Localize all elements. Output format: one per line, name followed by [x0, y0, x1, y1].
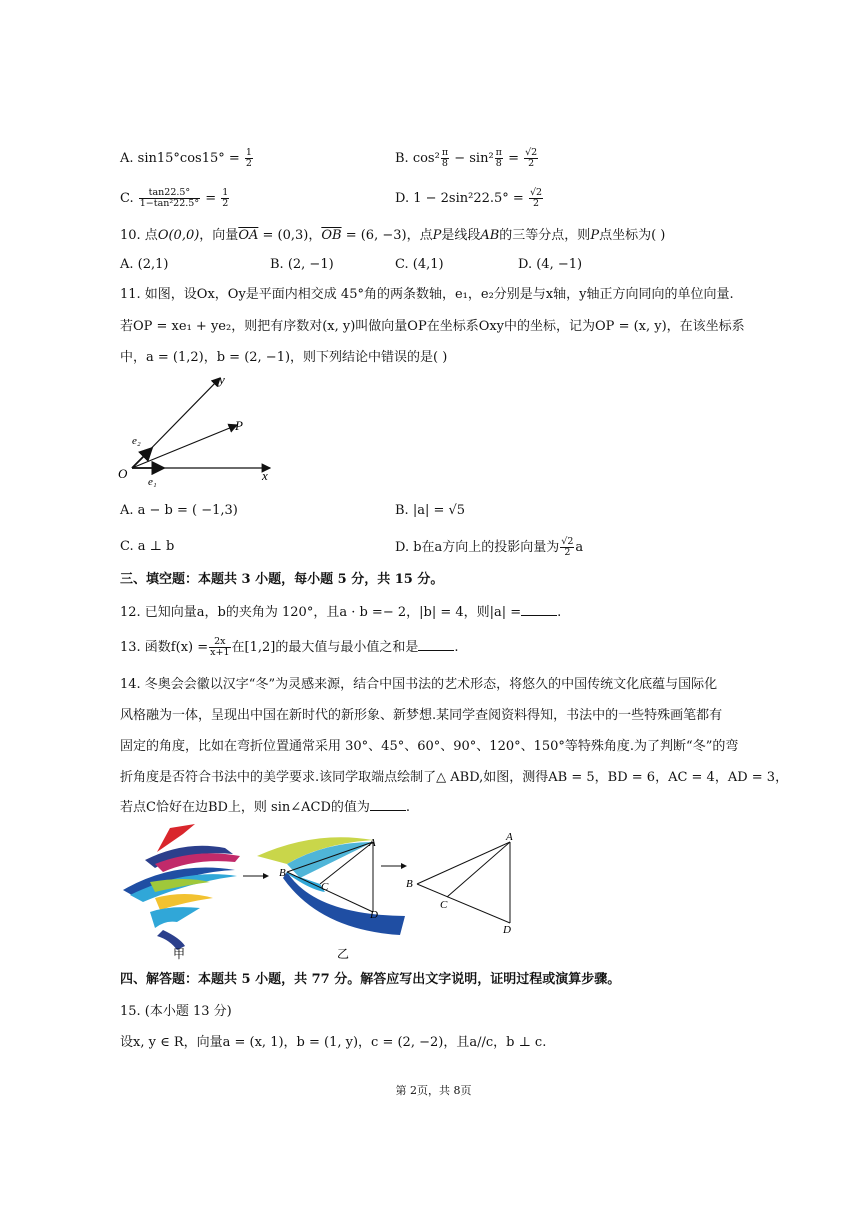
q14-answer-blank[interactable]	[370, 798, 406, 811]
q10-option-b: B. (2, −1)	[270, 257, 334, 272]
q10-option-c: C. (4,1)	[395, 257, 444, 272]
q11-oblique-axes-figure	[112, 368, 292, 488]
q10-option-a: A. (2,1)	[120, 257, 169, 272]
q9-option-b: B. cos² $\frac{\pi}{8}$ − sin² $\frac{\pi}{8}$ = $\frac{√2}{2}$	[395, 147, 538, 169]
triangle-abd	[406, 831, 513, 936]
label-e1: e₁	[148, 476, 157, 488]
q11-option-b: B. |a| = √5	[395, 503, 466, 518]
label-y: y	[219, 372, 225, 387]
section-3-heading: 三、填空题：本题共 3 小题，每小题 5 分，共 15 分。	[120, 572, 444, 587]
q10-option-d: D. (4, −1)	[518, 257, 583, 272]
q12: 12. 已知向量a，b的夹角为 120°，且a · b =− 2，|b| = 4，则|a| = .	[120, 605, 562, 620]
unit-vector-e2	[132, 448, 152, 468]
q14-line-4: 折角度是否符合书法中的美学要求.该同学取端点绘制了△ ABD,如图，测得AB = 5，BD = 6，AC = 4，AD = 3，	[120, 770, 789, 785]
yi-label-a: A	[369, 837, 376, 849]
q11-option-a: A. a − b = ( −1,3)	[120, 503, 238, 518]
q14-line-3: 固定的角度，比如在弯折位置通常采用 30°、45°、60°、90°、120°、150°等特殊角度.为了判断“冬”的弯	[120, 739, 739, 754]
q15-title: 15. (本小题 13 分)	[120, 1004, 232, 1019]
q9-option-c: C. $\frac{\tan 22.5^\circ}{\text{1−tan²22.5°}}$ = $\frac{1}{2}$	[120, 187, 229, 209]
label-x: x	[262, 468, 268, 483]
q14-emblem-figure	[115, 820, 535, 965]
label-d: D	[503, 924, 511, 936]
arrow-2-head	[401, 863, 407, 869]
yi-label-d: D	[370, 909, 378, 921]
q14-line-1: 14. 冬奥会会徽以汉字“冬”为灵感来源，结合中国书法的艺术形态，将悠久的中国传统文化底蕴与国际化	[120, 677, 718, 692]
arrow-1-head	[263, 873, 269, 879]
label-e2: e₂	[132, 435, 141, 447]
yi-label-c: C	[321, 881, 329, 893]
segment-ab	[417, 842, 510, 884]
emblem-jia	[123, 824, 240, 961]
segment-bd	[417, 884, 510, 923]
q11-line-1: 11. 如图，设Ox，Oy是平面内相交成 45°角的两条数轴，e₁，e₂分别是与x轴，y轴正方向同向的单位向量.	[120, 287, 734, 302]
q13: 13. 函数f(x) = $\frac{2x}{x+1}$ 在[1,2]的最大值与最小值之和是 .	[120, 636, 459, 658]
label-yi: 乙	[337, 947, 350, 961]
section-4-heading: 四、解答题：本题共 5 小题，共 77 分。解答应写出文字说明，证明过程或演算步骤。	[120, 972, 621, 987]
vector-op	[132, 425, 237, 468]
q14-line-5: 若点C恰好在边BD上，则 sin∠ACD的值为 .	[120, 800, 411, 815]
label-a: A	[506, 831, 513, 843]
label-c: C	[440, 899, 448, 911]
q12-answer-blank[interactable]	[521, 603, 557, 616]
label-p: P	[235, 418, 243, 433]
page-footer: 第 2页，共 8页	[395, 1084, 472, 1097]
label-jia: 甲	[173, 947, 186, 961]
q11-option-d: D. b在a方向上的投影向量为 $\frac{√2}{2}$ a	[395, 536, 584, 558]
emblem-yi	[257, 837, 405, 961]
label-o: O	[118, 466, 128, 481]
q11-option-c: C. a ⊥ b	[120, 539, 175, 554]
segment-ac	[447, 842, 510, 897]
q13-answer-blank[interactable]	[418, 638, 454, 651]
label-b: B	[406, 878, 413, 890]
q11-line-3: 中，a = (1,2)，b = (2, −1)，则下列结论中错误的是( )	[120, 350, 448, 365]
q9-option-d: D. 1 − 2sin²22.5° = $\frac{√2}{2}$	[395, 187, 543, 209]
q9-option-a: A. sin15°cos15° = $\frac{1}{2}$	[120, 147, 252, 169]
yi-label-b: B	[279, 867, 286, 879]
q15-text: 设x, y ∈ R，向量a = (x, 1)，b = (1, y)，c = (2, −2)，且a//c，b ⊥ c.	[120, 1035, 547, 1050]
q10-stem: 10. 点O(0,0)，向量$\overline{OA} = (0,3)$，$\overline{OB} = (6$, −3)，点P是线段AB的三等分点，则P点坐标为( )	[120, 228, 666, 243]
q14-line-2: 风格融为一体，呈现出中国在新时代的新形象、新梦想.某同学查阅资料得知，书法中的一些特殊画笔都有	[120, 708, 723, 723]
q11-line-2: 若OP = xe₁ + ye₂，则把有序数对(x, y)叫做向量OP在坐标系Oxy中的坐标，记为OP = (x, y)，在该坐标系	[120, 319, 745, 334]
